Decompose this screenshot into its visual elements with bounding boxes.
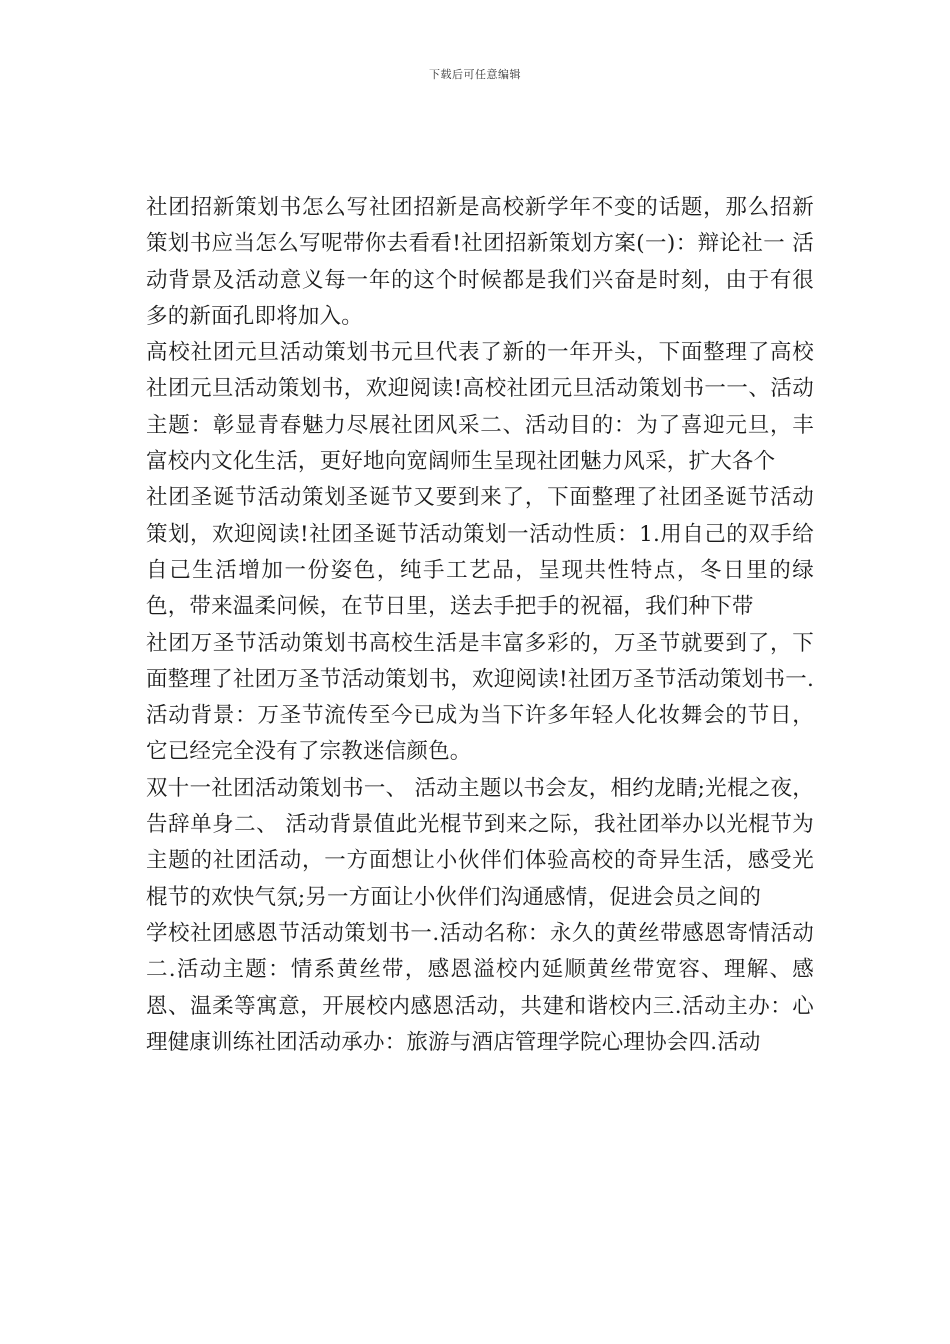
paragraph-1: 社团招新策划书怎么写社团招新是高校新学年不变的话题，那么招新策划书应当怎么写呢带你去看看!社团招新策划方案(一)：辩论社一 活动背景及活动意义每一年的这个时候都是我们兴奋是时刻，由于有很多的新面孔即将加入。 xyxy=(146,195,814,329)
paragraph-4: 社团万圣节活动策划书高校生活是丰富多彩的，万圣节就要到了，下面整理了社团万圣节活动策划书，欢迎阅读!社团万圣节活动策划书一.活动背景：万圣节流传至今已成为当下许多年轻人化妆舞会的节日，它已经完全没有了宗教迷信颜色。 xyxy=(146,630,814,765)
page-header: 下载后可任意编辑 xyxy=(429,68,521,81)
paragraph-3: 社团圣诞节活动策划圣诞节又要到来了，下面整理了社团圣诞节活动策划，欢迎阅读!社团圣诞节活动策划一活动性质：1.用自己的双手给自己生活增加一份姿色，纯手工艺品，呈现共性特点，冬日里的绿色，带来温柔问候，在节日里，送去手把手的祝福，我们种下带 xyxy=(146,485,814,620)
paragraph-6: 学校社团感恩节活动策划书一.活动名称：永久的黄丝带感恩寄情活动二.活动主题：情系黄丝带，感恩溢校内延顺黄丝带宽容、理解、感恩、温柔等寓意，开展校内感恩活动，共建和谐校内三.活动主办：心理健康训练社团活动承办：旅游与酒店管理学院心理协会四.活动 xyxy=(146,920,814,1055)
document-body xyxy=(146,190,814,1061)
paragraph-2: 高校社团元旦活动策划书元旦代表了新的一年开头，下面整理了高校社团元旦活动策划书，欢迎阅读!高校社团元旦活动策划书一一、活动主题：彰显青春魅力尽展社团风采二、活动目的：为了喜迎元旦，丰富校内文化生活，更好地向宽阔师生呈现社团魅力风采，扩大各个 xyxy=(146,340,814,475)
paragraph-5: 双十一社团活动策划书一、 活动主题以书会友，相约龙睛;光棍之夜，告辞单身二、 活动背景值此光棍节到来之际，我社团举办以光棍节为主题的社团活动，一方面想让小伙伴们体验高校的奇异生活，感受光棍节的欢快气氛;另一方面让小伙伴们沟通感情，促进会员之间的 xyxy=(146,775,814,910)
